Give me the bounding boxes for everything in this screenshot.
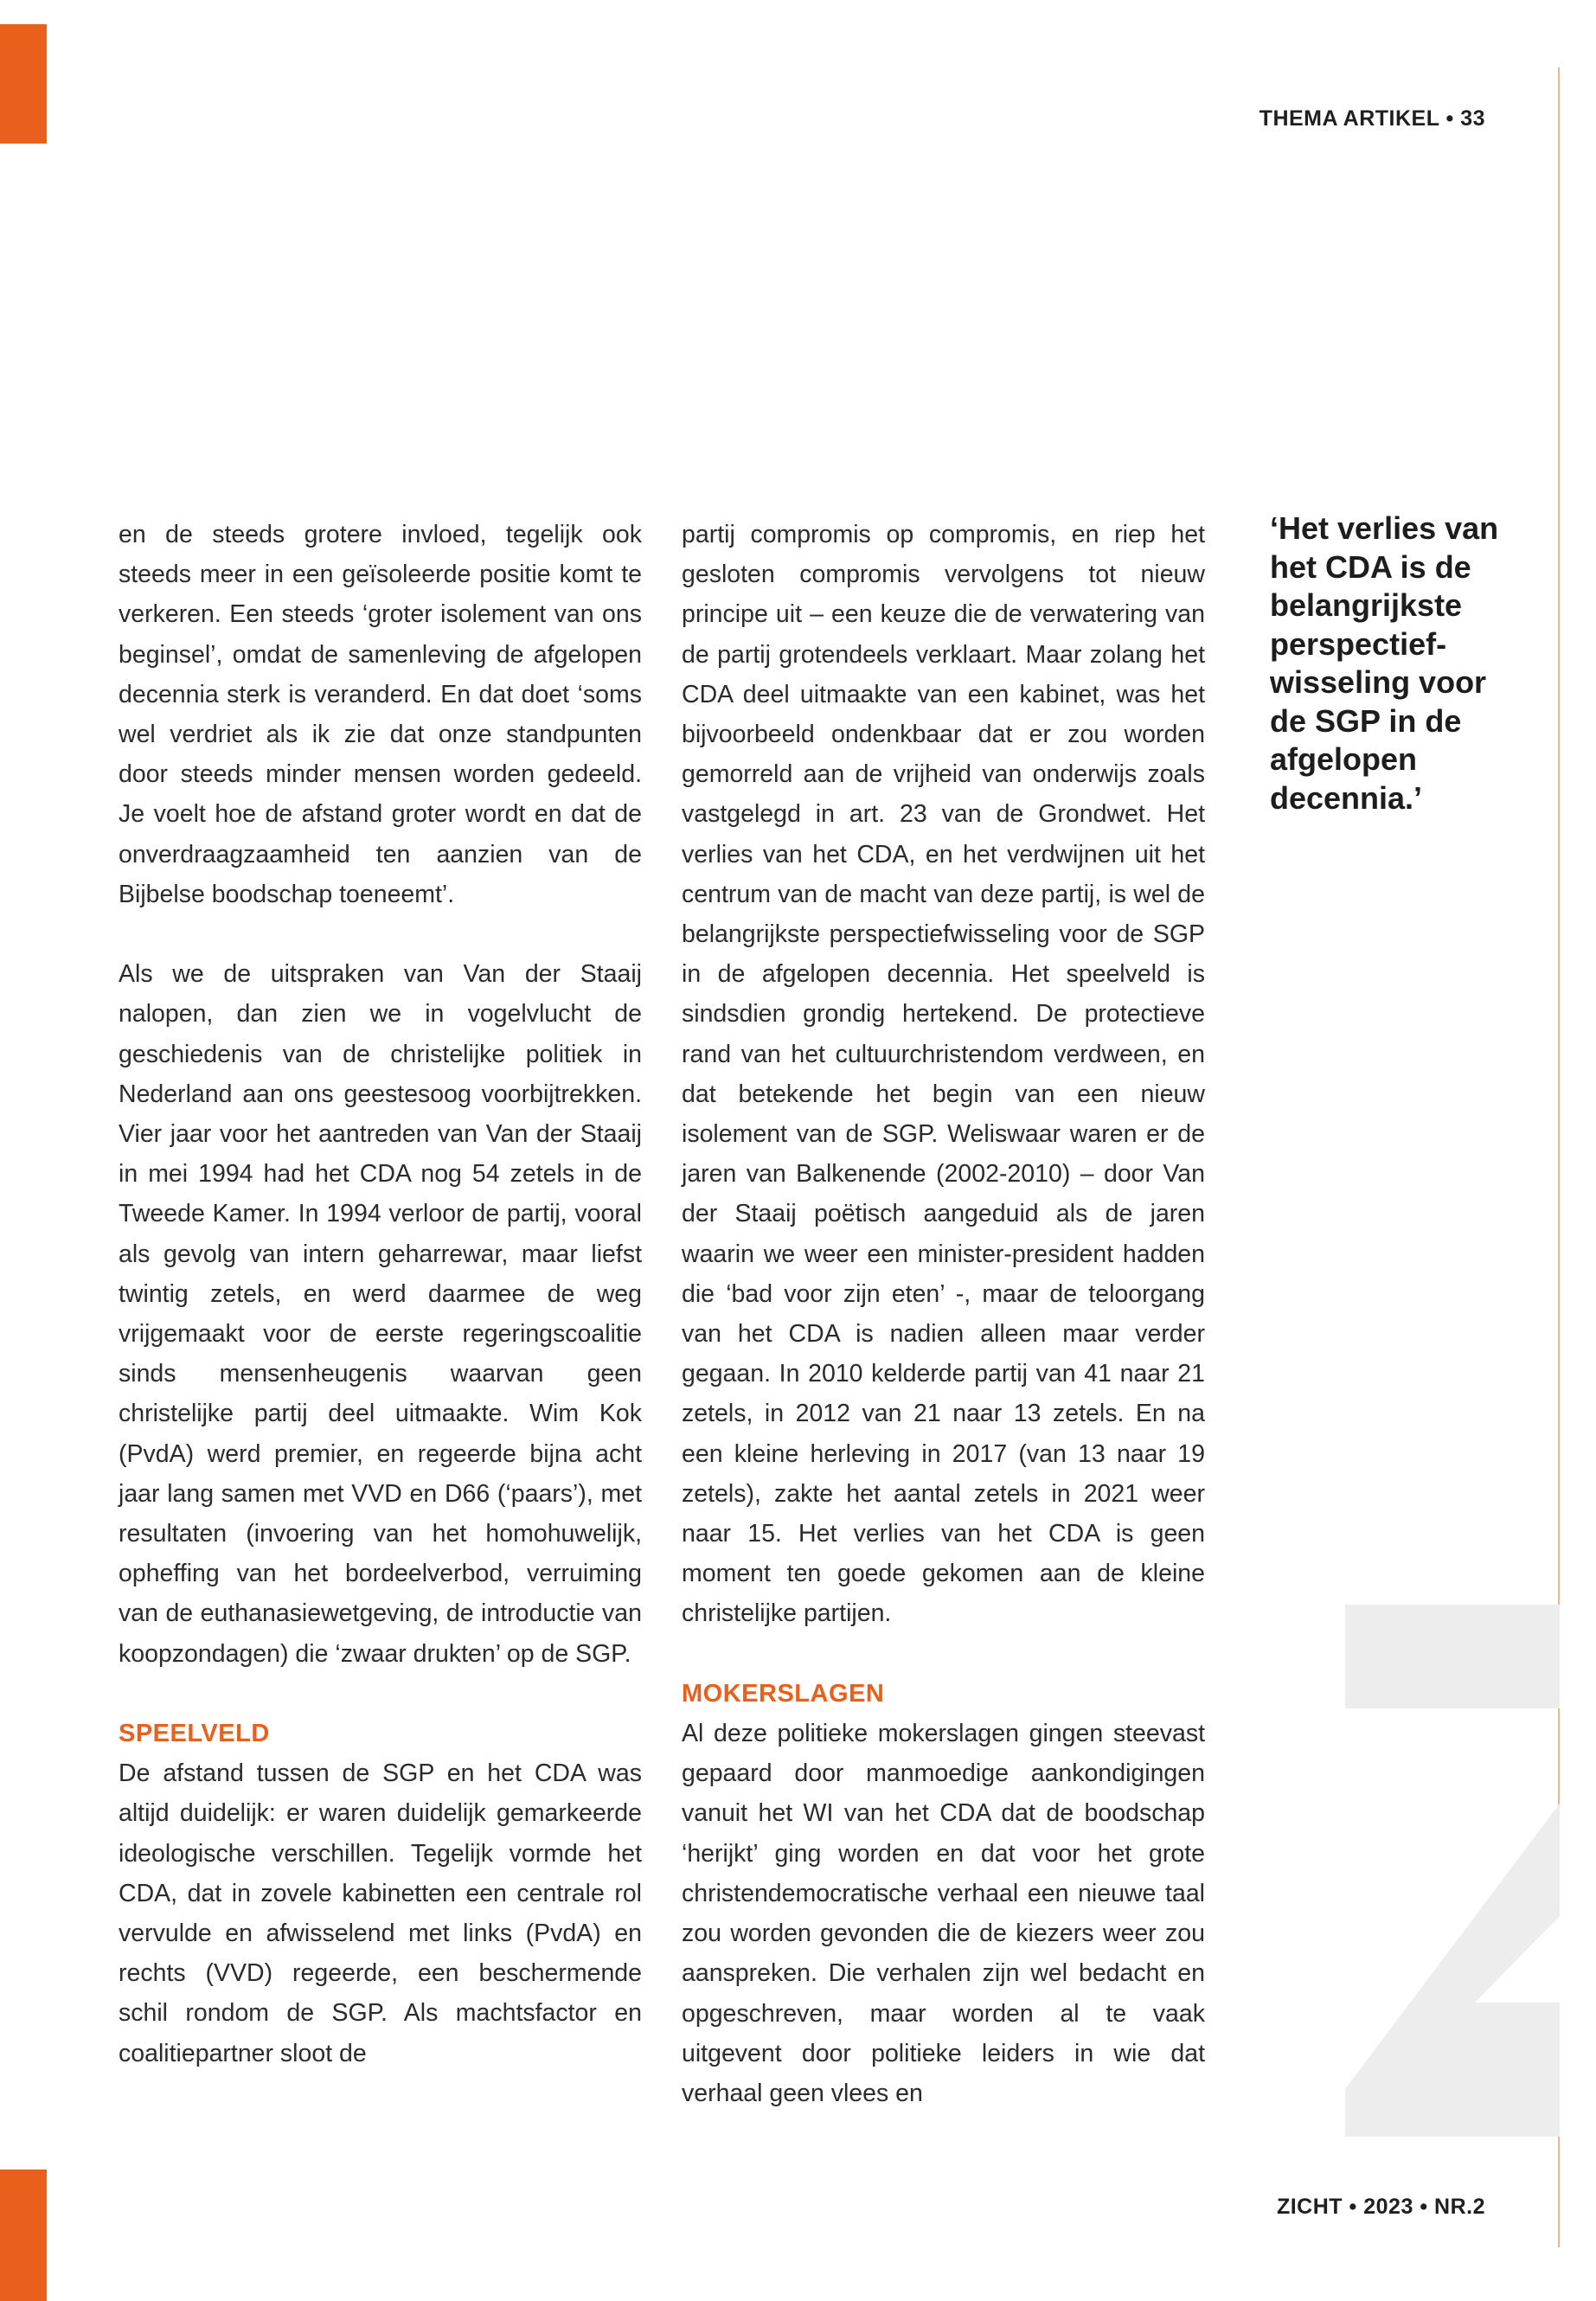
issue-number: NR.2 <box>1434 2195 1485 2219</box>
footer-separator: • <box>1420 2195 1428 2219</box>
decorative-numeral-shape <box>1345 1605 1560 2137</box>
magazine-name: ZICHT <box>1276 2195 1343 2219</box>
issue-year: 2023 <box>1363 2195 1413 2219</box>
body-paragraph: Als we de uitspraken van Van der Staaij nalopen, dan zien we in vogelvlucht de geschiedenis van de christelijke politiek in Nederland aan ons geestesoog voorbijtrekken. Vier jaar voor het aantreden van Van der Staaij in mei 1994 had het CDA nog 54 zetels in de Tweede Kamer. In 1994 verloor de partij, vooral als gevolg van intern geharrewar, maar liefst twintig zetels, en werd daarmee de weg vrijgemaakt voor de eerste regeringscoalitie sinds mensenheugenis waarvan geen christelijke partij deel uitmaakte. Wim Kok (PvdA) werd premier, en regeerde bijna acht jaar lang samen met VVD en D66 (‘paars’), met resultaten (invoering van het homohuwelijk, opheffing van het bordeelverbod, verruiming van de euthanasiewetgeving, de introductie van koopzondagen) die ‘zwaar drukten’ op de SGP. <box>119 960 642 1668</box>
text-column-left <box>119 515 642 2073</box>
page-number: 33 <box>1460 106 1485 131</box>
section-heading-mokerslagen: MOKERSLAGEN <box>682 1679 885 1708</box>
running-header <box>1259 106 1485 131</box>
section-label: THEMA ARTIKEL <box>1259 106 1440 131</box>
accent-bar-top <box>0 24 47 144</box>
running-footer <box>1277 2195 1485 2220</box>
body-paragraph: en de steeds grotere invloed, tegelijk ook steeds meer in een geïsoleerde positie komt te verkeren. Een steeds ‘groter isolement van ons beginsel’, omdat de samenleving de afgelopen decennia sterk is veranderd. En dat doet ‘soms wel verdriet als ik zie dat onze standpunten door steeds minder mensen worden gedeeld. Je voelt hoe de afstand groter wordt en dat de onverdraagzaamheid ten aanzien van de Bijbelse boodschap toeneemt’. <box>119 521 642 908</box>
body-paragraph: Al deze politieke mokerslagen gingen steevast gepaard door manmoedige aankondigingen vanuit het WI van het CDA dat de boodschap ‘herijkt’ ging worden en dat voor het grote christendemocratische verhaal een nieuwe taal zou worden gevonden die de kiezers weer zou aanspreken. Die verhalen zijn wel bedacht en opgeschreven, maar worden al te vaak uitgevent door politieke leiders in wie dat verhaal geen vlees en <box>682 1720 1205 2107</box>
body-paragraph: partij compromis op compromis, en riep het gesloten compromis vervolgens tot nieuw principe uit – een keuze die de verwatering van de partij grotendeels verklaart. Maar zolang het CDA deel uitmaakte van een kabinet, was het bijvoorbeeld ondenkbaar dat er zou worden gemorreld aan de vrijheid van onderwijs zoals vastgelegd in art. 23 van de Grondwet. Het verlies van het CDA, en het verdwijnen uit het centrum van de macht van deze partij, is wel de belangrijkste perspectiefwisseling voor de SGP in de afgelopen decennia. Het speelveld is sindsdien grondig hertekend. De protectieve rand van het cultuurchristendom verdween, en dat betekende het begin van een nieuw isolement van de SGP. Weliswaar waren er de jaren van Balkenende (2002-2010) – door Van der Staaij poëtisch aangeduid als de jaren waarin we weer een minister-president hadden die ‘bad voor zijn eten’ -, maar de teloorgang van het CDA is nadien alleen maar verder gegaan. In 2010 kelderde partij van 41 naar 21 zetels, in 2012 van 21 naar 13 zetels. En na een kleine herleving in 2017 (van 13 naar 19 zetels), zakte het aantal zetels in 2021 weer naar 15. Het verlies van het CDA is geen moment ten goede gekomen aan de kleine christelijke partijen. <box>682 521 1205 1628</box>
text-column-middle <box>682 515 1205 2113</box>
pull-quote: ‘Het verlies van het CDA is de belangrijkste perspectief-wisseling voor de SGP in de afgelopen decennia.’ <box>1270 510 1499 816</box>
section-heading-speelveld: SPEELVELD <box>119 1720 270 1748</box>
header-separator: • <box>1445 106 1454 131</box>
accent-bar-bottom <box>0 2170 47 2301</box>
body-paragraph: De afstand tussen de SGP en het CDA was altijd duidelijk: er waren duidelijk gemarkeerde ideologische verschillen. Tegelijk vormde het CDA, dat in zovele kabinetten een centrale rol vervulde en afwisselend met links (PvdA) en rechts (VVD) regeerde, een beschermende schil rondom de SGP. Als machtsfactor en coalitiepartner sloot de <box>119 1759 642 2067</box>
footer-separator: • <box>1349 2195 1357 2219</box>
